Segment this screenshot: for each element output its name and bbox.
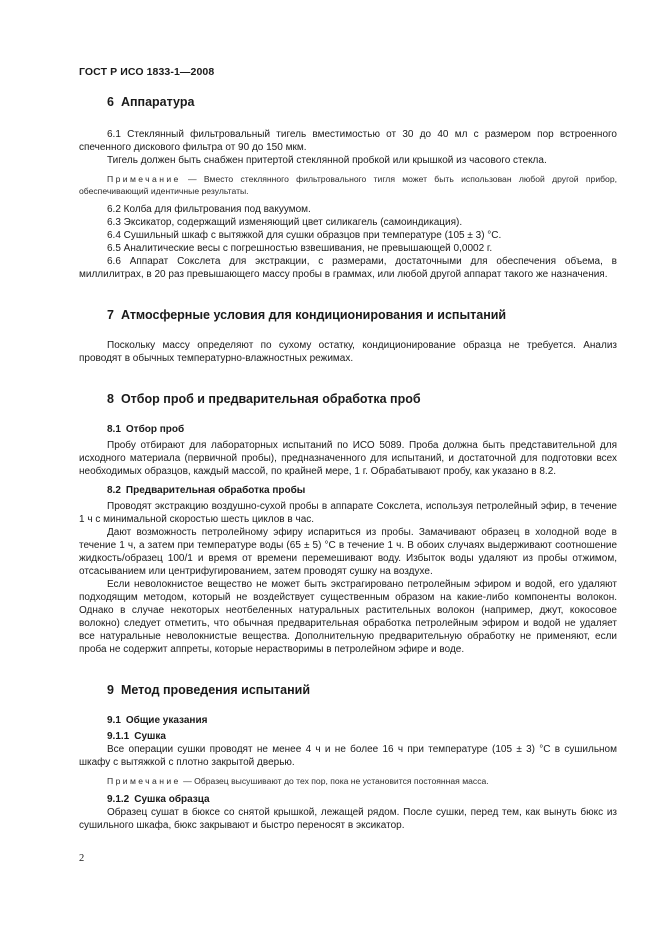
section-6-heading [79, 94, 617, 110]
subsection-heading [79, 730, 617, 743]
section-9-heading [79, 682, 617, 698]
document-header: ГОСТ Р ИСО 1833-1—2008 [79, 66, 215, 78]
paragraph: Проводят экстракцию воздушно-сухой пробы в аппарате Сокслета, используя петролейный эфир, в течение 1 ч с минимальной скоростью шесть циклов в час. [79, 501, 617, 525]
paragraph: Дают возможность петролейному эфиру испариться из пробы. Замачивают образец в холодной воде в течение 1 ч, а затем при температуре воды (65 ± 5) °С в течение 1 ч. В обоих случаях выдерживают соотношение жидкость/образец 100/1 и время от времени перемешивают воду. Избыток воды удаляют из пробы отжимом, отсасыванием или центрифугированием, затем проводят сушку на воздухе. [79, 527, 617, 577]
subsection-title: Отбор проб [125, 424, 185, 435]
paragraph: Если неволокнистое вещество не может быть экстрагировано петролейным эфиром и водой, его удаляют подходящим методом, который не воздействует существенным образом на какие-либо компоненты волокон. Однако в случае некоторых неотбеленных натуральных растительных волокон (например, джут, кокосовое волокно) следует отметить, что обычная предварительная обработка петролейным эфиром и водой не удаляет все натуральные неволокнистые вещества. Дополнительную предварительную обработку не применяют, если проба не содержит аппреты, которые нерастворимы в петролейном эфире и воде. [79, 579, 617, 655]
paragraph: 6.4 Сушильный шкаф с вытяжкой для сушки образцов при температуре (105 ± 3) °С. [107, 230, 502, 241]
note-text: — Образец высушивают до тех пор, пока не установится постоянная масса. [180, 776, 489, 786]
section-title: Отбор проб и предварительная обработка проб [120, 392, 421, 406]
subsection-number: 8.2 [107, 485, 121, 496]
subsection-heading [79, 793, 617, 806]
section-title: Метод проведения испытаний [120, 683, 311, 697]
subsection-number: 9.1.1 [107, 731, 130, 742]
paragraph: 6.2 Колба для фильтрования под вакуумом. [107, 204, 311, 215]
section-8-heading [79, 391, 617, 407]
paragraph: 6.1 Стеклянный фильтровальный тигель вместимостью от 30 до 40 мл с размером пор встроенного спеченного дискового фильтра от 90 до 150 мкм. [79, 129, 617, 153]
section-number: 6 [107, 95, 114, 109]
section-7-heading [79, 307, 617, 323]
section-number: 8 [107, 392, 114, 406]
subsection-number: 8.1 [107, 424, 121, 435]
paragraph: Тигель должен быть снабжен притертой стеклянной пробкой или крышкой из часового стекла. [107, 155, 547, 166]
section-number: 7 [107, 308, 114, 322]
subsection-title: Общие указания [125, 715, 208, 726]
subsection-number: 9.1.2 [107, 794, 130, 805]
subsection-title: Сушка [134, 731, 166, 742]
subsection-heading [79, 714, 617, 727]
section-title: Атмосферные условия для кондиционирования и испытаний [120, 308, 507, 322]
note-label: Примечание [107, 776, 181, 786]
paragraph: 6.6 Аппарат Сокслета для экстракции, с размерами, достаточными для обеспечения объема, в миллилитрах, в 20 раз превышающего массу пробы в граммах, или любой другой аппарат такого же назначения. [79, 256, 617, 280]
section-title: Аппаратура [120, 95, 195, 109]
subsection-heading [79, 484, 617, 497]
paragraph: 6.5 Аналитические весы с погрешностью взвешивания, не превышающей 0,0002 г. [107, 243, 493, 254]
paragraph: Пробу отбирают для лабораторных испытаний по ИСО 5089. Проба должна быть представительной для исходного материала (первичной пробы), предназначенного для испытаний, и достаточной для подготовки всех необходимых образцов, каждый массой, по крайней мере, 1 г. Обрабатывают пробу, как указано в 8.2. [79, 440, 617, 477]
subsection-title: Предварительная обработка пробы [125, 485, 306, 496]
note-label: Примечание [107, 174, 181, 184]
document-body [79, 94, 617, 832]
note-text: — Вместо стеклянного фильтровального тигля может быть использован любой другой прибор, обеспечивающий идентичные результаты. [79, 174, 617, 196]
section-number: 9 [107, 683, 114, 697]
paragraph: Все операции сушки проводят не менее 4 ч и не более 16 ч при температуре (105 ± 3) °С в сушильном шкафу с вытяжкой с плотно закрытой дверью. [79, 744, 617, 768]
subsection-heading [79, 423, 617, 436]
paragraph: Поскольку массу определяют по сухому остатку, кондиционирование образца не требуется. Анализ проводят в обычных температурно-влажностных режимах. [79, 340, 617, 364]
note [79, 775, 617, 787]
page-number: 2 [79, 853, 85, 864]
paragraph: Образец сушат в бюксе со снятой крышкой, лежащей рядом. После сушки, перед тем, как вынуть бюкс из сушильного шкафа, бюкс закрывают и быстро переносят в эксикатор. [79, 807, 617, 831]
note [79, 173, 617, 197]
paragraph: 6.3 Эксикатор, содержащий изменяющий цвет силикагель (самоиндикация). [107, 217, 463, 228]
subsection-title: Сушка образца [134, 794, 210, 805]
subsection-number: 9.1 [107, 715, 121, 726]
